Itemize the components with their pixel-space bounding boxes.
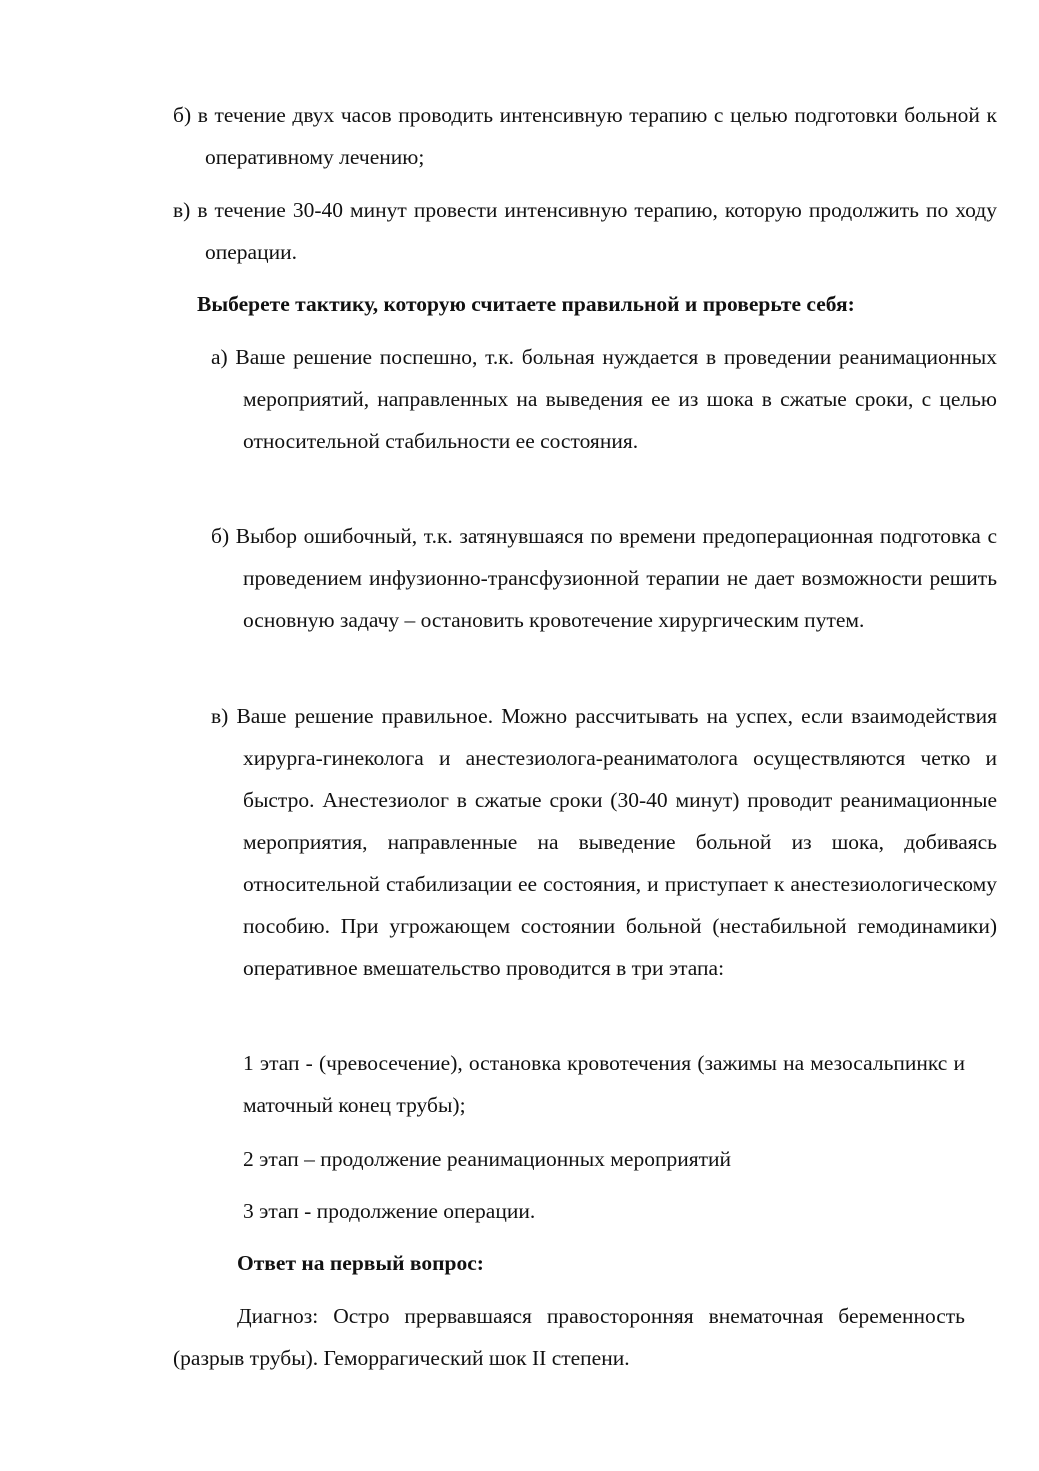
answer-b: б) Выбор ошибочный, т.к. затянувшаяся по времени предоперационная подготовка с проведением инфузионно-трансфузионной терапии не дает возможности решить основную задачу – остановить кровотечение хирургическим путем. bbox=[211, 524, 997, 632]
answer-heading: Ответ на первый вопрос: bbox=[237, 1251, 484, 1275]
stage-2: 2 этап – продолжение реанимационных мероприятий bbox=[243, 1147, 732, 1171]
stage-1: 1 этап - (чревосечение), остановка кровотечения (зажимы на мезосальпинкс и маточный конец трубы); bbox=[243, 1051, 965, 1117]
answer-a: а) Ваше решение поспешно, т.к. больная нуждается в проведении реанимационных мероприятий, направленных на выведения ее из шока в сжатые сроки, с целью относительной стабильности ее состояния. bbox=[211, 345, 997, 453]
option-v: в) в течение 30-40 минут провести интенсивную терапию, которую продолжить по ходу операции. bbox=[173, 198, 997, 264]
diagnosis-paragraph: Диагноз: Остро прервавшаяся правосторонняя внематочная беременность (разрыв трубы). Геморрагический шок II степени. bbox=[173, 1304, 965, 1370]
answer-v: в) Ваше решение правильное. Можно рассчитывать на успех, если взаимодействия хирурга-гинеколога и анестезиолога-реаниматолога осуществляются четко и быстро. Анестезиолог в сжатые сроки (30-40 минут) проводит реанимационные мероприятия, направленные на выведение больной из шока, добиваясь относительной стабилизации ее состояния, и приступает к анестезиологическому пособию. При угрожающем состоянии больной (нестабильной гемодинамики) оперативное вмешательство проводится в три этапа: bbox=[211, 704, 997, 980]
choose-tactic-heading: Выберете тактику, которую считаете правильной и проверьте себя: bbox=[197, 292, 855, 316]
option-b: б) в течение двух часов проводить интенсивную терапию с целью подготовки больной к оперативному лечению; bbox=[173, 103, 997, 169]
stage-3: 3 этап - продолжение операции. bbox=[243, 1199, 536, 1223]
